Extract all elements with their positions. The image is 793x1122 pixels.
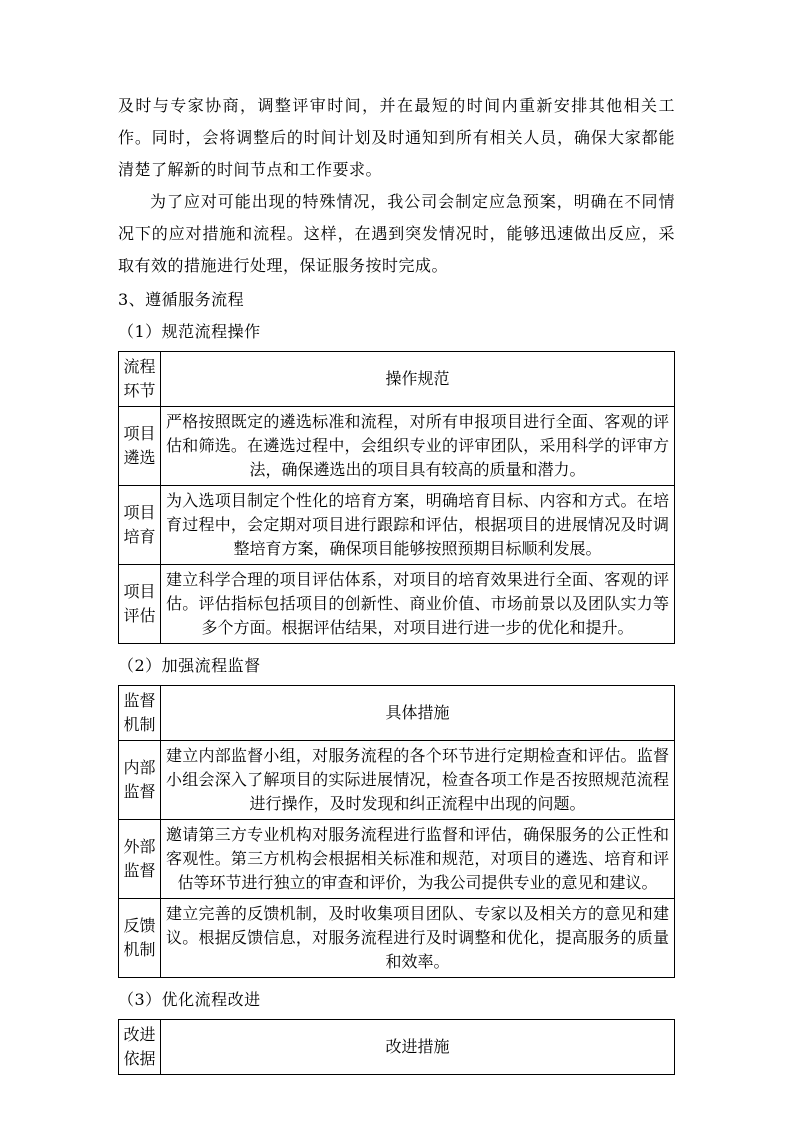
row-value-cell: 邀请第三方专业机构对服务流程进行监督和评估，确保服务的公正性和客观性。第三方机构会根据相关标准和规范，对项目的遴选、培育和评估等环节进行独立的审查和评价，为我公司提供专业的意见和建议。 (161, 820, 675, 899)
table-row (119, 820, 675, 899)
row-value-cell: 建立科学合理的项目评估体系，对项目的培育效果进行全面、客观的评估。评估指标包括项目的创新性、商业价值、市场前景以及团队实力等多个方面。根据评估结果，对项目进行进一步的优化和提升。 (161, 565, 675, 644)
row-key-cell: 项目培育 (119, 486, 161, 565)
improvement-measures-table (118, 1019, 675, 1075)
subsection-process-improvement (118, 984, 675, 1075)
table-header-row (119, 352, 675, 407)
row-key-cell: 项目评估 (119, 565, 161, 644)
row-key-cell: 外部监督 (119, 820, 161, 899)
table-row (119, 899, 675, 978)
subsection-standard-process (118, 316, 675, 644)
table-header-value: 改进措施 (161, 1020, 675, 1075)
process-operation-table (118, 351, 675, 644)
subsection-heading-3: （3）优化流程改进 (118, 990, 261, 1009)
table-header-row (119, 1020, 675, 1075)
table-row (119, 486, 675, 565)
row-key-cell: 内部监督 (119, 741, 161, 820)
row-value-cell: 为入选项目制定个性化的培育方案，明确培育目标、内容和方式。在培育过程中，会定期对项目进行跟踪和评估，根据项目的进展情况及时调整培育方案，确保项目能够按照预期目标顺利发展。 (161, 486, 675, 565)
row-value-cell: 建立完善的反馈机制，及时收集项目团队、专家以及相关方的意见和建议。根据反馈信息，对服务流程进行及时调整和优化，提高服务的质量和效率。 (161, 899, 675, 978)
paragraph-continuation: 及时与专家协商，调整评审时间，并在最短的时间内重新安排其他相关工作。同时，会将调整后的时间计划及时通知到所有相关人员，确保大家都能清楚了解新的时间节点和工作要求。 (118, 96, 675, 179)
row-value-cell: 建立内部监督小组，对服务流程的各个环节进行定期检查和评估。监督小组会深入了解项目的实际进展情况，检查各项工作是否按照规范流程进行操作，及时发现和纠正流程中出现的问题。 (161, 741, 675, 820)
subsection-process-supervision (118, 650, 675, 978)
table-header-key: 改进依据 (119, 1020, 161, 1075)
row-key-cell: 反馈机制 (119, 899, 161, 978)
supervision-measures-table (118, 685, 675, 978)
document-content (118, 90, 675, 1081)
table-header-key: 监督机制 (119, 686, 161, 741)
paragraph-contingency-plan: 为了应对可能出现的特殊情况，我公司会制定应急预案，明确在不同情况下的应对措施和流程。这样，在遇到突发情况时，能够迅速做出反应，采取有效的措施进行处理，保证服务按时完成。 (118, 192, 675, 275)
table-header-value: 具体措施 (161, 686, 675, 741)
subsection-heading-1: （1）规范流程操作 (118, 322, 261, 341)
table-row (119, 565, 675, 644)
table-header-key: 流程环节 (119, 352, 161, 407)
table-header-row (119, 686, 675, 741)
subsection-heading-2: （2）加强流程监督 (118, 656, 261, 675)
table-row (119, 407, 675, 486)
row-key-cell: 项目遴选 (119, 407, 161, 486)
section-heading: 3、遵循服务流程 (118, 290, 245, 309)
row-value-cell: 严格按照既定的遴选标准和流程，对所有申报项目进行全面、客观的评估和筛选。在遴选过程中，会组织专业的评审团队，采用科学的评审方法，确保遴选出的项目具有较高的质量和潜力。 (161, 407, 675, 486)
table-header-value: 操作规范 (161, 352, 675, 407)
table-row (119, 741, 675, 820)
